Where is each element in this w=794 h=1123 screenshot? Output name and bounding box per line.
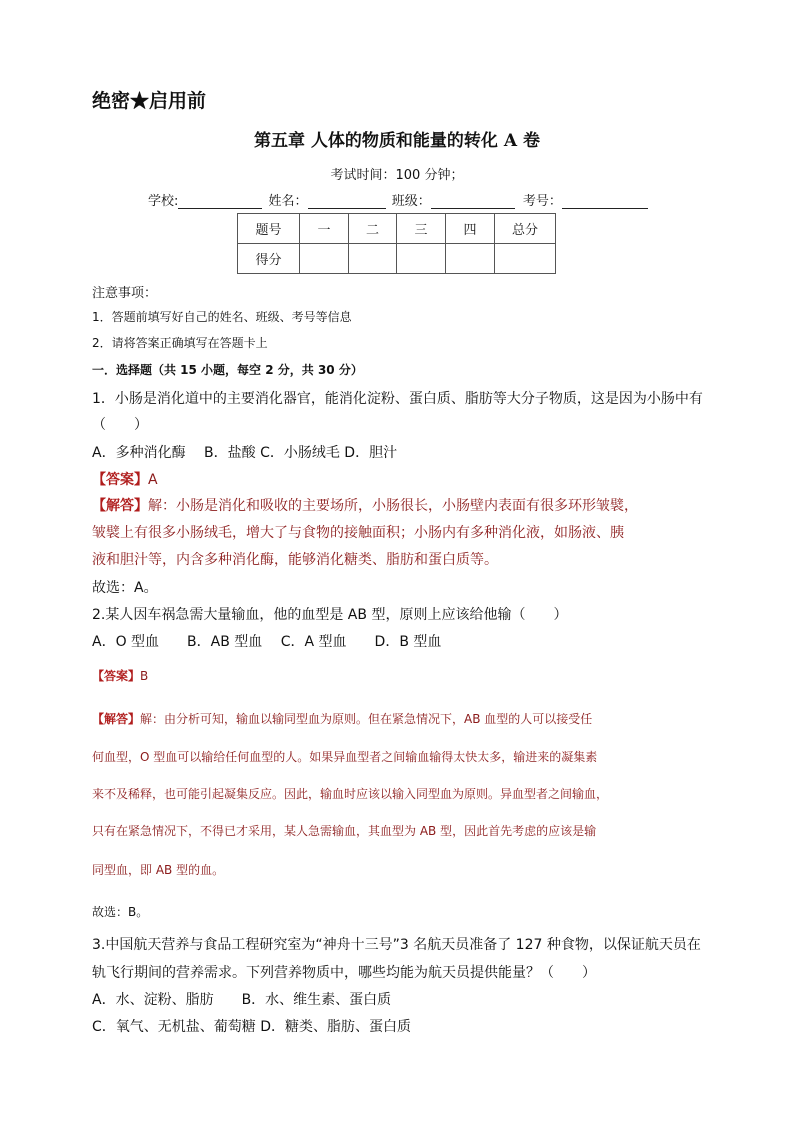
question-1-stem-continued: （ ）	[92, 417, 148, 433]
question-2-analysis	[92, 710, 592, 727]
score-table-header-row	[238, 214, 556, 244]
score-cell[interactable]	[300, 244, 349, 274]
question-2-answer	[92, 667, 148, 684]
name-field[interactable]	[308, 192, 386, 209]
class-label: 班级：	[391, 194, 431, 209]
page-title: 第五章 人体的物质和能量的转化 A 卷	[254, 131, 540, 151]
score-cell[interactable]	[397, 244, 446, 274]
question-2-analysis-line: 何血型，O 型血可以输给任何血型的人。如果异血型者之间输血输得太快太多，输进来的凝集素	[92, 750, 598, 764]
class-field[interactable]	[431, 192, 515, 209]
answer-value: A	[148, 472, 158, 488]
analysis-tag: 【解答】	[92, 712, 141, 726]
analysis-text: 解：由分析可知，输血以输同型血为原则。但在紧急情况下，AB 血型的人可以接受任	[140, 712, 593, 726]
question-3-options: C．氧气、无机盐、葡萄糖 D．糖类、脂肪、蛋白质	[92, 1019, 412, 1035]
notes-title: 注意事项：	[92, 286, 158, 301]
analysis-tag: 【解答】	[92, 498, 148, 514]
answer-tag: 【答案】	[92, 472, 148, 488]
score-cell[interactable]	[446, 244, 495, 274]
section-heading: 一．选择题（共 15 小题，每空 2 分，共 30 分）	[92, 363, 363, 377]
score-header-cell: 二	[349, 214, 397, 244]
question-2-analysis-line: 只有在紧急情况下，不得已才采用，某人急需输血，其血型为 AB 型，因此首先考虑的应该是输	[92, 824, 597, 838]
question-1-analysis-line: 液和胆汁等，内含多种消化酶，能够消化糖类、脂肪和蛋白质等。	[92, 552, 498, 568]
score-table-score-row	[238, 244, 556, 274]
question-2-options: A．O 型血 B．AB 型血 C．A 型血 D．B 型血	[92, 634, 442, 650]
note-item: 2．请将答案正确填写在答题卡上	[92, 336, 268, 350]
question-2-choice: 故选：B。	[92, 905, 149, 919]
question-1-choice: 故选：A。	[92, 580, 158, 596]
school-field[interactable]	[178, 192, 262, 209]
question-3-options: A．水、淀粉、脂肪 B．水、维生素、蛋白质	[92, 992, 392, 1008]
school-label: 学校:	[148, 194, 179, 209]
question-2-analysis-line: 同型血，即 AB 型的血。	[92, 863, 225, 877]
answer-tag: 【答案】	[92, 669, 141, 683]
question-2-analysis-line: 来不及稀释，也可能引起凝集反应。因此，输血时应该以输入同型血为原则。异血型者之间输血，	[92, 787, 609, 801]
score-cell[interactable]	[349, 244, 397, 274]
question-1-stem: 1．小肠是消化道中的主要消化器官，能消化淀粉、蛋白质、脂肪等大分子物质，这是因为小肠中有	[92, 391, 703, 407]
note-item: 1．答题前填写好自己的姓名、班级、考号等信息	[92, 310, 352, 324]
score-header-cell: 一	[300, 214, 349, 244]
question-1-analysis-line: 皱襞上有很多小肠绒毛，增大了与食物的接触面积；小肠内有多种消化液，如肠液、胰	[92, 525, 624, 541]
answer-value: B	[140, 669, 149, 683]
question-1-analysis	[92, 495, 638, 515]
score-header-cell: 三	[397, 214, 446, 244]
exam-number-field[interactable]	[562, 192, 648, 209]
student-info-fields	[148, 190, 648, 209]
confidential-label: 绝密★启用前	[92, 90, 207, 112]
score-row-label: 得分	[238, 244, 300, 274]
question-1-options: A．多种消化酶 B．盐酸 C．小肠绒毛 D．胆汁	[92, 445, 398, 461]
analysis-text: 解：小肠是消化和吸收的主要场所，小肠很长，小肠壁内表面有很多环形皱襞，	[148, 498, 638, 514]
exam-time: 考试时间：100 分钟；	[330, 168, 464, 183]
name-label: 姓名：	[268, 194, 308, 209]
question-2-stem: 2.某人因车祸急需大量输血，他的血型是 AB 型，原则上应该给他输（ ）	[92, 607, 568, 623]
exam-number-label: 考号：	[522, 194, 562, 209]
question-1-answer	[92, 469, 158, 489]
score-cell[interactable]	[495, 244, 556, 274]
score-table	[237, 213, 556, 274]
score-header-cell: 总分	[495, 214, 556, 244]
question-3-stem-continued: 轨飞行期间的营养需求。下列营养物质中，哪些均能为航天员提供能量？（ ）	[92, 965, 596, 981]
score-header-cell: 题号	[238, 214, 300, 244]
score-header-cell: 四	[446, 214, 495, 244]
question-3-stem: 3.中国航天营养与食品工程研究室为“神舟十三号”3 名航天员准备了 127 种食物，以保证航天员在	[92, 937, 701, 953]
